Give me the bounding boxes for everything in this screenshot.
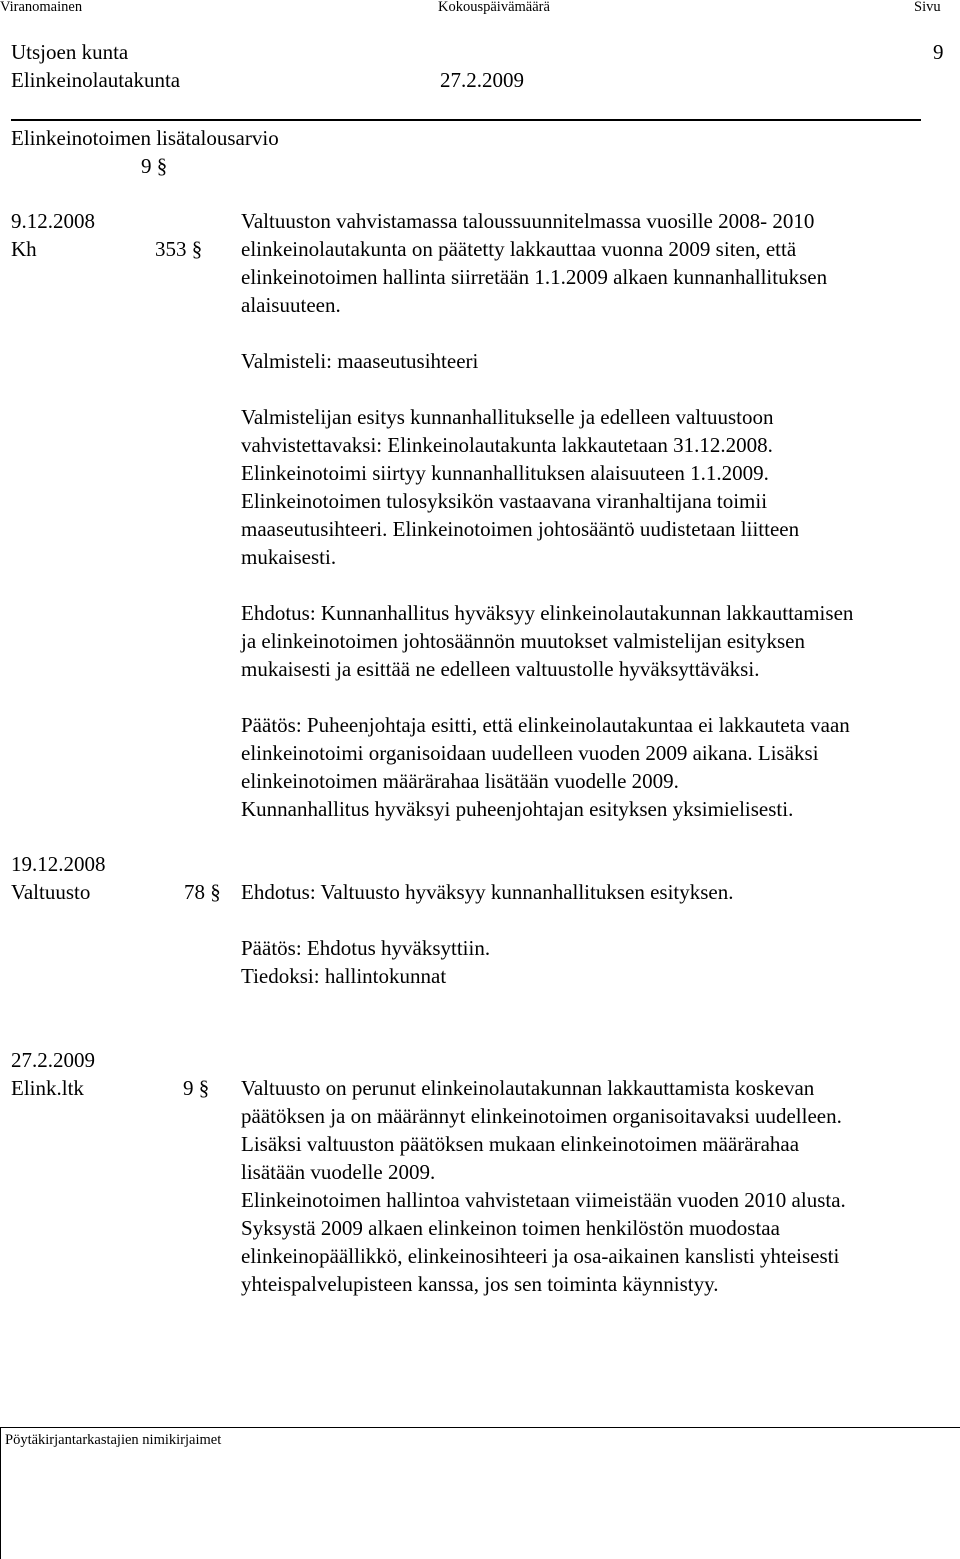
footer-box-left — [0, 1427, 1, 1559]
text-line: Päätös: Ehdotus hyväksyttiin. — [241, 936, 491, 960]
section2-motion — [241, 878, 734, 906]
section1-organ-row — [11, 235, 203, 263]
header-divider — [11, 119, 921, 121]
subject-title: Elinkeinotoimen lisätalousarvio — [11, 126, 279, 150]
text-line: elinkeinolautakunta on päätetty lakkauttaa vuonna 2009 siten, että — [241, 237, 797, 261]
text-line: Lisäksi valtuuston päätöksen mukaan elinkeinotoimen määrärahaa — [241, 1132, 800, 1156]
text-line: Syksystä 2009 alkaen elinkeinon toimen henkilöstön muodostaa — [241, 1216, 780, 1240]
text-line: maaseutusihteeri. Elinkeinotoimen johtosääntö uudistetaan liitteen — [241, 517, 800, 541]
section3-organ: Elink.ltk — [11, 1076, 84, 1100]
section2-meta — [11, 850, 221, 906]
meeting-date: 27.2.2009 — [440, 68, 524, 92]
section1-number: 353 § — [155, 237, 203, 261]
text-line: yhteispalvelupisteen kanssa, jos sen toiminta käynnistyy. — [241, 1272, 719, 1296]
section3-number: 9 § — [183, 1076, 210, 1100]
text-line: Elinkeinotoimen hallintoa vahvistetaan viimeistään vuoden 2010 alusta. — [241, 1188, 846, 1212]
text-line: alaisuuteen. — [241, 293, 341, 317]
text-line: Elinkeinotoimen tulosyksikön vastaavana viranhaltijana toimii — [241, 489, 768, 513]
header-page-label: Sivu — [914, 0, 941, 15]
header-authority-label: Viranomainen — [0, 0, 83, 15]
section1-preparer — [241, 347, 478, 375]
text-line: Kunnanhallitus hyväksyi puheenjohtajan esityksen yksimielisesti. — [241, 797, 794, 821]
text-line: vahvistettavaksi: Elinkeinolautakunta lakkautetaan 31.12.2008. — [241, 433, 773, 457]
section3-date: 27.2.2009 — [11, 1048, 95, 1072]
signature-label: Pöytäkirjantarkastajien nimikirjaimet — [5, 1432, 222, 1448]
text-line: mukaisesti. — [241, 545, 337, 569]
text-line: elinkeinotoimi organisoidaan uudelleen vuoden 2009 aikana. Lisäksi — [241, 741, 819, 765]
page-number: 9 — [933, 40, 944, 64]
text-line: Tiedoksi: hallintokunnat — [241, 964, 447, 988]
text-line: Valtuusto on perunut elinkeinolautakunnan lakkauttamista koskevan — [241, 1076, 815, 1100]
text-line: päätöksen ja on määrännyt elinkeinotoimen organisoitavaksi uudelleen. — [241, 1104, 842, 1128]
section2-organ-row — [11, 878, 221, 906]
section2-date: 19.12.2008 — [11, 852, 106, 876]
text-line: Päätös: Puheenjohtaja esitti, että elinkeinolautakuntaa ei lakkauteta vaan — [241, 713, 850, 737]
text-line: elinkeinopäällikkö, elinkeinosihteeri ja osa-aikainen kanslisti yhteisesti — [241, 1244, 840, 1268]
header-meeting-date-label: Kokouspäivämäärä — [438, 0, 550, 15]
text-line: elinkeinotoimen määrärahaa lisätään vuodelle 2009. — [241, 769, 679, 793]
text-line: Elinkeinotoimi siirtyy kunnanhallituksen alaisuuteen 1.1.2009. — [241, 461, 769, 485]
section3-organ-row — [11, 1074, 210, 1102]
section1-intro — [241, 207, 827, 319]
section1-proposal — [241, 403, 799, 571]
section1-motion — [241, 599, 853, 683]
section1-date: 9.12.2008 — [11, 209, 95, 233]
section2-number: 78 § — [184, 880, 221, 904]
section3-text — [241, 1074, 846, 1298]
text-line: ja elinkeinotoimen johtosäännön muutokset valmistelijan esityksen — [241, 629, 805, 653]
text-line: elinkeinotoimen hallinta siirretään 1.1.2009 alkaen kunnanhallituksen — [241, 265, 828, 289]
section2-decision — [241, 934, 490, 990]
municipality-name: Utsjoen kunta — [11, 40, 129, 64]
text-line: lisätään vuodelle 2009. — [241, 1160, 436, 1184]
section3-meta — [11, 1046, 210, 1102]
text-line: Valtuuston vahvistamassa taloussuunnitelmassa vuosille 2008- 2010 — [241, 209, 815, 233]
text-line: Ehdotus: Kunnanhallitus hyväksyy elinkeinolautakunnan lakkauttamisen — [241, 601, 854, 625]
subject-number: 9 § — [141, 154, 168, 178]
text-line: Ehdotus: Valtuusto hyväksyy kunnanhallituksen esityksen. — [241, 880, 734, 904]
section1-meta — [11, 207, 203, 263]
text-line: Valmistelijan esitys kunnanhallitukselle ja edelleen valtuustoon — [241, 405, 774, 429]
preparer-line: Valmisteli: maaseutusihteeri — [241, 349, 479, 373]
section1-organ: Kh — [11, 237, 37, 261]
section2-organ: Valtuusto — [11, 880, 91, 904]
organ-name: Elinkeinolautakunta — [11, 68, 181, 92]
text-line: mukaisesti ja esittää ne edelleen valtuustolle hyväksyttäväksi. — [241, 657, 760, 681]
footer-divider — [0, 1427, 960, 1428]
section1-decision — [241, 711, 850, 823]
